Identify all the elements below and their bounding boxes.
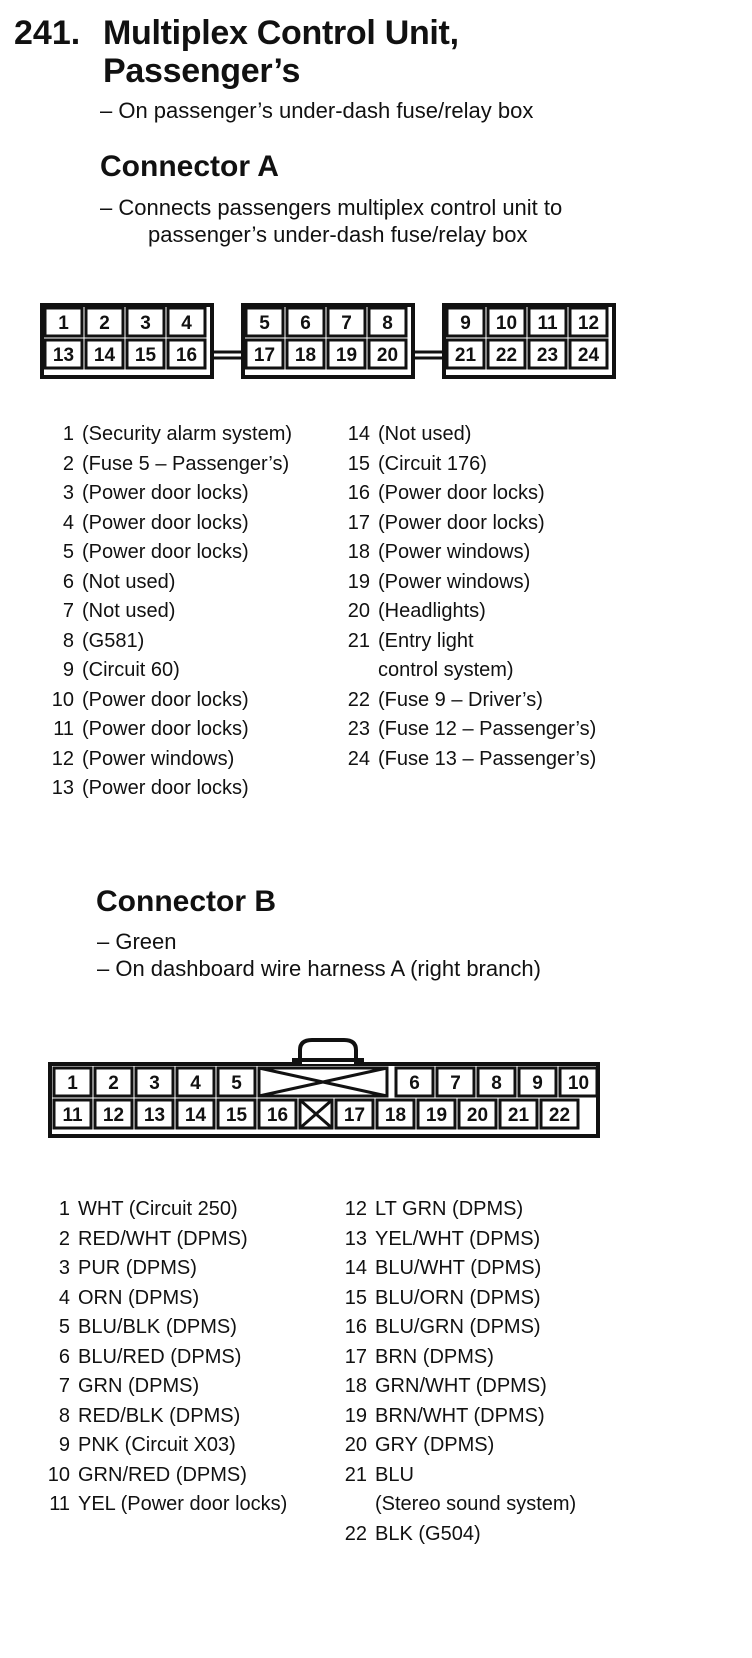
pin-description: BLU (Stereo sound system): [375, 1463, 577, 1515]
pin-number-label: 22: [548, 1105, 571, 1126]
pin-list-item: [42, 715, 292, 745]
pin-number-label: 19: [425, 1105, 448, 1126]
pin-description: RED/WHT (DPMS): [78, 1227, 248, 1250]
connector-a-diagram: [0, 300, 752, 390]
pin-description: YEL/WHT (DPMS): [375, 1227, 541, 1250]
pin-list-item: [42, 627, 292, 657]
pin-list-item: [338, 509, 596, 539]
pin-number: 12: [344, 1198, 367, 1220]
pin-number-label: 12: [577, 313, 600, 334]
pin-number-label: 6: [300, 313, 311, 334]
pin-number-label: 5: [231, 1073, 242, 1094]
pin-number-label: 11: [62, 1105, 83, 1126]
pin-description: WHT (Circuit 250): [78, 1198, 238, 1220]
pin-description: (Power door locks): [82, 511, 249, 534]
pin-number: 12: [51, 747, 74, 770]
pin-list-item: [335, 1254, 576, 1284]
pin-number: 21: [344, 1463, 367, 1486]
pin-number-label: 20: [466, 1105, 489, 1126]
pin-number-label: 10: [567, 1073, 590, 1094]
pin-number-label: 2: [108, 1073, 119, 1094]
connector-a-pin-list-right: [338, 420, 596, 774]
pin-number-label: 13: [143, 1105, 166, 1126]
pin-number: 22: [344, 1522, 367, 1545]
pin-number-label: 22: [495, 345, 518, 366]
pin-list-item: [42, 538, 292, 568]
pin-description: (Power door locks): [82, 541, 249, 563]
pin-list-item: [335, 1372, 576, 1402]
pin-number: 5: [58, 1316, 70, 1338]
pin-description: GRN/WHT (DPMS): [375, 1375, 547, 1397]
page-title-line-1: Multiplex Control Unit,: [103, 14, 459, 52]
pin-number-label: 10: [495, 313, 518, 334]
pin-list-item: [38, 1372, 287, 1402]
pin-description: (Power door locks): [82, 482, 249, 504]
pin-list-item: [38, 1195, 287, 1225]
pin-number-label: 18: [294, 345, 317, 366]
pin-list-item: [338, 568, 596, 598]
pin-list-item: [38, 1461, 287, 1491]
pin-number: 6: [62, 570, 74, 593]
pin-number-label: 13: [52, 345, 75, 366]
pin-number-label: 15: [134, 345, 157, 366]
pin-list-item: [335, 1195, 576, 1225]
pin-description: (Power windows): [378, 541, 531, 563]
pin-number: 18: [347, 541, 370, 563]
pin-description: BLU/BLK (DPMS): [78, 1316, 237, 1338]
pin-number: 14: [347, 423, 370, 445]
pin-number-label: 1: [58, 313, 69, 334]
pin-number: 20: [347, 600, 370, 622]
pin-list-item: [42, 450, 292, 480]
pin-description: (Not used): [378, 423, 472, 445]
pin-list-item: [335, 1520, 576, 1550]
pin-number-label: 16: [266, 1105, 289, 1126]
pin-number: 9: [58, 1434, 70, 1456]
pin-description: (Headlights): [378, 600, 486, 622]
pin-number-label: 14: [93, 345, 116, 366]
pin-number: 17: [347, 511, 370, 534]
pin-list-item: [42, 568, 292, 598]
pin-number: 4: [58, 1286, 70, 1309]
pin-list-item: [38, 1431, 287, 1461]
pin-list-item: [38, 1284, 287, 1314]
pin-list-item: [338, 420, 596, 450]
page-title-line-2: Passenger’s: [103, 52, 301, 90]
pin-number: 16: [347, 482, 370, 504]
pin-number: 3: [62, 482, 74, 504]
pin-number: 14: [344, 1257, 367, 1279]
pin-list-item: [338, 450, 596, 480]
pin-number-label: 23: [536, 345, 559, 366]
connector-a-title: Connector A: [100, 150, 279, 183]
pin-number-label: 19: [335, 345, 358, 366]
pin-number-label: 9: [460, 313, 471, 334]
pin-number: 9: [62, 659, 74, 681]
pin-number-label: 7: [450, 1073, 461, 1094]
pin-number: 8: [62, 629, 74, 652]
pin-number-label: 21: [454, 345, 477, 366]
pin-description: BLU/WHT (DPMS): [375, 1257, 542, 1279]
pin-number: 1: [62, 423, 74, 445]
pin-description: (Power windows): [378, 570, 531, 593]
pin-description: (Power door locks): [82, 718, 249, 740]
pin-number: 15: [344, 1286, 367, 1309]
pin-list-item: [338, 479, 596, 509]
pin-number: 17: [344, 1345, 367, 1368]
pin-description: GRY (DPMS): [375, 1434, 495, 1456]
pin-description: ORN (DPMS): [78, 1286, 200, 1309]
pin-number-label: 16: [175, 345, 198, 366]
pin-list-item: [335, 1343, 576, 1373]
pin-number: 10: [51, 688, 74, 711]
pin-number: 1: [58, 1198, 70, 1220]
pin-description: BLU/GRN (DPMS): [375, 1316, 541, 1338]
pin-number: 19: [347, 570, 370, 593]
pin-number: 23: [347, 718, 370, 740]
pin-list-item: [338, 715, 596, 745]
pin-description: (Power door locks): [82, 688, 249, 711]
pin-description: (Security alarm system): [82, 423, 293, 445]
pin-number-label: 15: [225, 1105, 248, 1126]
pin-number-label: 14: [184, 1105, 207, 1126]
pin-number: 24: [347, 747, 370, 770]
location-note: – On passenger’s under-dash fuse/relay box: [100, 98, 534, 123]
pin-description: GRN (DPMS): [78, 1375, 200, 1397]
pin-list-item: [335, 1225, 576, 1255]
connector-b-title: Connector B: [96, 885, 276, 918]
pin-list-item: [38, 1343, 287, 1373]
pin-list-item: [42, 597, 292, 627]
pin-description: (Power door locks): [378, 511, 545, 534]
pin-description: YEL (Power door locks): [78, 1493, 288, 1515]
pin-number-label: 4: [181, 313, 192, 334]
pin-number-label: 8: [382, 313, 393, 334]
pin-number-label: 4: [190, 1073, 201, 1094]
pin-description: RED/BLK (DPMS): [78, 1404, 241, 1427]
pin-number: 13: [51, 777, 74, 799]
pin-description: (Power windows): [82, 747, 235, 770]
pin-number-label: 9: [532, 1073, 543, 1094]
pin-list-item: [38, 1254, 287, 1284]
pin-number: 7: [58, 1375, 70, 1397]
pin-number: 3: [58, 1257, 70, 1279]
pin-description: (Fuse 12 – Passenger’s): [378, 718, 597, 740]
pin-list-item: [42, 509, 292, 539]
connector-b-pin-list-right: [335, 1195, 576, 1549]
pin-description: (Circuit 60): [82, 659, 180, 681]
pin-number-label: 5: [259, 313, 270, 334]
section-number: 241.: [14, 14, 81, 52]
pin-number: 18: [344, 1375, 367, 1397]
pin-description: (Power door locks): [378, 482, 545, 504]
pin-list-item: [338, 627, 596, 686]
pin-list-item: [335, 1461, 576, 1520]
connector-b-desc-line-1: – Green: [97, 929, 177, 954]
pin-list-item: [335, 1431, 576, 1461]
pin-list-item: [42, 774, 292, 804]
connector-a-desc-line-1: – Connects passengers multiplex control unit to: [100, 195, 563, 220]
pin-description: (Power door locks): [82, 777, 249, 799]
pin-list-item: [42, 479, 292, 509]
pin-list-item: [335, 1313, 576, 1343]
pin-number: 15: [347, 452, 370, 475]
pin-list-item: [38, 1490, 287, 1520]
pin-list-item: [42, 420, 292, 450]
pin-description: BRN (DPMS): [375, 1345, 494, 1368]
pin-description: (Fuse 5 – Passenger’s): [82, 452, 290, 475]
pin-number-label: 12: [102, 1105, 125, 1126]
pin-list-item: [42, 745, 292, 775]
pin-description: (Fuse 13 – Passenger’s): [378, 747, 597, 770]
pin-description: PUR (DPMS): [78, 1257, 197, 1279]
pin-number: 5: [62, 541, 74, 563]
pin-description: (Fuse 9 – Driver’s): [378, 688, 543, 711]
pin-number: 19: [344, 1404, 367, 1427]
pin-list-item: [38, 1402, 287, 1432]
pin-number: 11: [53, 718, 74, 740]
pin-list-item: [335, 1402, 576, 1432]
pin-number-label: 17: [343, 1105, 366, 1126]
pin-number: 11: [49, 1493, 70, 1515]
pin-description: BRN/WHT (DPMS): [375, 1404, 545, 1427]
pin-number: 2: [58, 1227, 70, 1250]
pin-list-item: [335, 1284, 576, 1314]
pin-list-item: [338, 745, 596, 775]
pin-list-item: [42, 686, 292, 716]
pin-number-label: 3: [149, 1073, 160, 1094]
pin-number: 7: [62, 600, 74, 622]
pin-number-label: 8: [491, 1073, 502, 1094]
connector-b-diagram: [0, 1030, 752, 1140]
pin-description: LT GRN (DPMS): [375, 1198, 524, 1220]
pin-description: (Not used): [82, 600, 176, 622]
connector-b-desc-line-2: – On dashboard wire harness A (right branch): [97, 956, 541, 981]
pin-number: 4: [62, 511, 74, 534]
pin-number: 6: [58, 1345, 70, 1368]
connector-b-pin-list-left: [38, 1195, 287, 1520]
connector-a-desc-line-2: passenger’s under-dash fuse/relay box: [148, 222, 528, 247]
pin-description: BLU/ORN (DPMS): [375, 1286, 541, 1309]
pin-number-label: 7: [341, 313, 352, 334]
pin-number-label: 24: [577, 345, 600, 366]
pin-number: 20: [344, 1434, 367, 1456]
pin-list-item: [338, 597, 596, 627]
pin-description: (Circuit 176): [378, 452, 487, 475]
pin-list-item: [38, 1313, 287, 1343]
pin-description: BLU/RED (DPMS): [78, 1345, 242, 1368]
pin-number-label: 18: [384, 1105, 407, 1126]
pin-number: 13: [344, 1227, 367, 1250]
pin-description: (Not used): [82, 570, 176, 593]
pin-number-label: 20: [376, 345, 399, 366]
pin-number: 2: [62, 452, 74, 475]
pin-number-label: 17: [253, 345, 276, 366]
pin-number: 8: [58, 1404, 70, 1427]
pin-description: PNK (Circuit X03): [78, 1434, 236, 1456]
pin-list-item: [42, 656, 292, 686]
pin-list-item: [338, 686, 596, 716]
pin-number-label: 3: [140, 313, 151, 334]
pin-number-label: 6: [409, 1073, 420, 1094]
pin-list-item: [338, 538, 596, 568]
pin-number-label: 2: [99, 313, 110, 334]
pin-description: BLK (G504): [375, 1522, 481, 1545]
pin-number: 16: [344, 1316, 367, 1338]
pin-number-label: 11: [537, 313, 558, 334]
pin-number: 10: [47, 1463, 70, 1486]
pin-number-label: 1: [67, 1073, 78, 1094]
pin-description: (Entry light control system): [378, 629, 514, 681]
pin-number: 21: [347, 629, 370, 652]
pin-number-label: 21: [507, 1105, 530, 1126]
pin-description: GRN/RED (DPMS): [78, 1463, 247, 1486]
pin-description: (G581): [82, 629, 145, 652]
pin-number: 22: [347, 688, 370, 711]
connector-a-pin-list-left: [42, 420, 292, 804]
pin-list-item: [38, 1225, 287, 1255]
